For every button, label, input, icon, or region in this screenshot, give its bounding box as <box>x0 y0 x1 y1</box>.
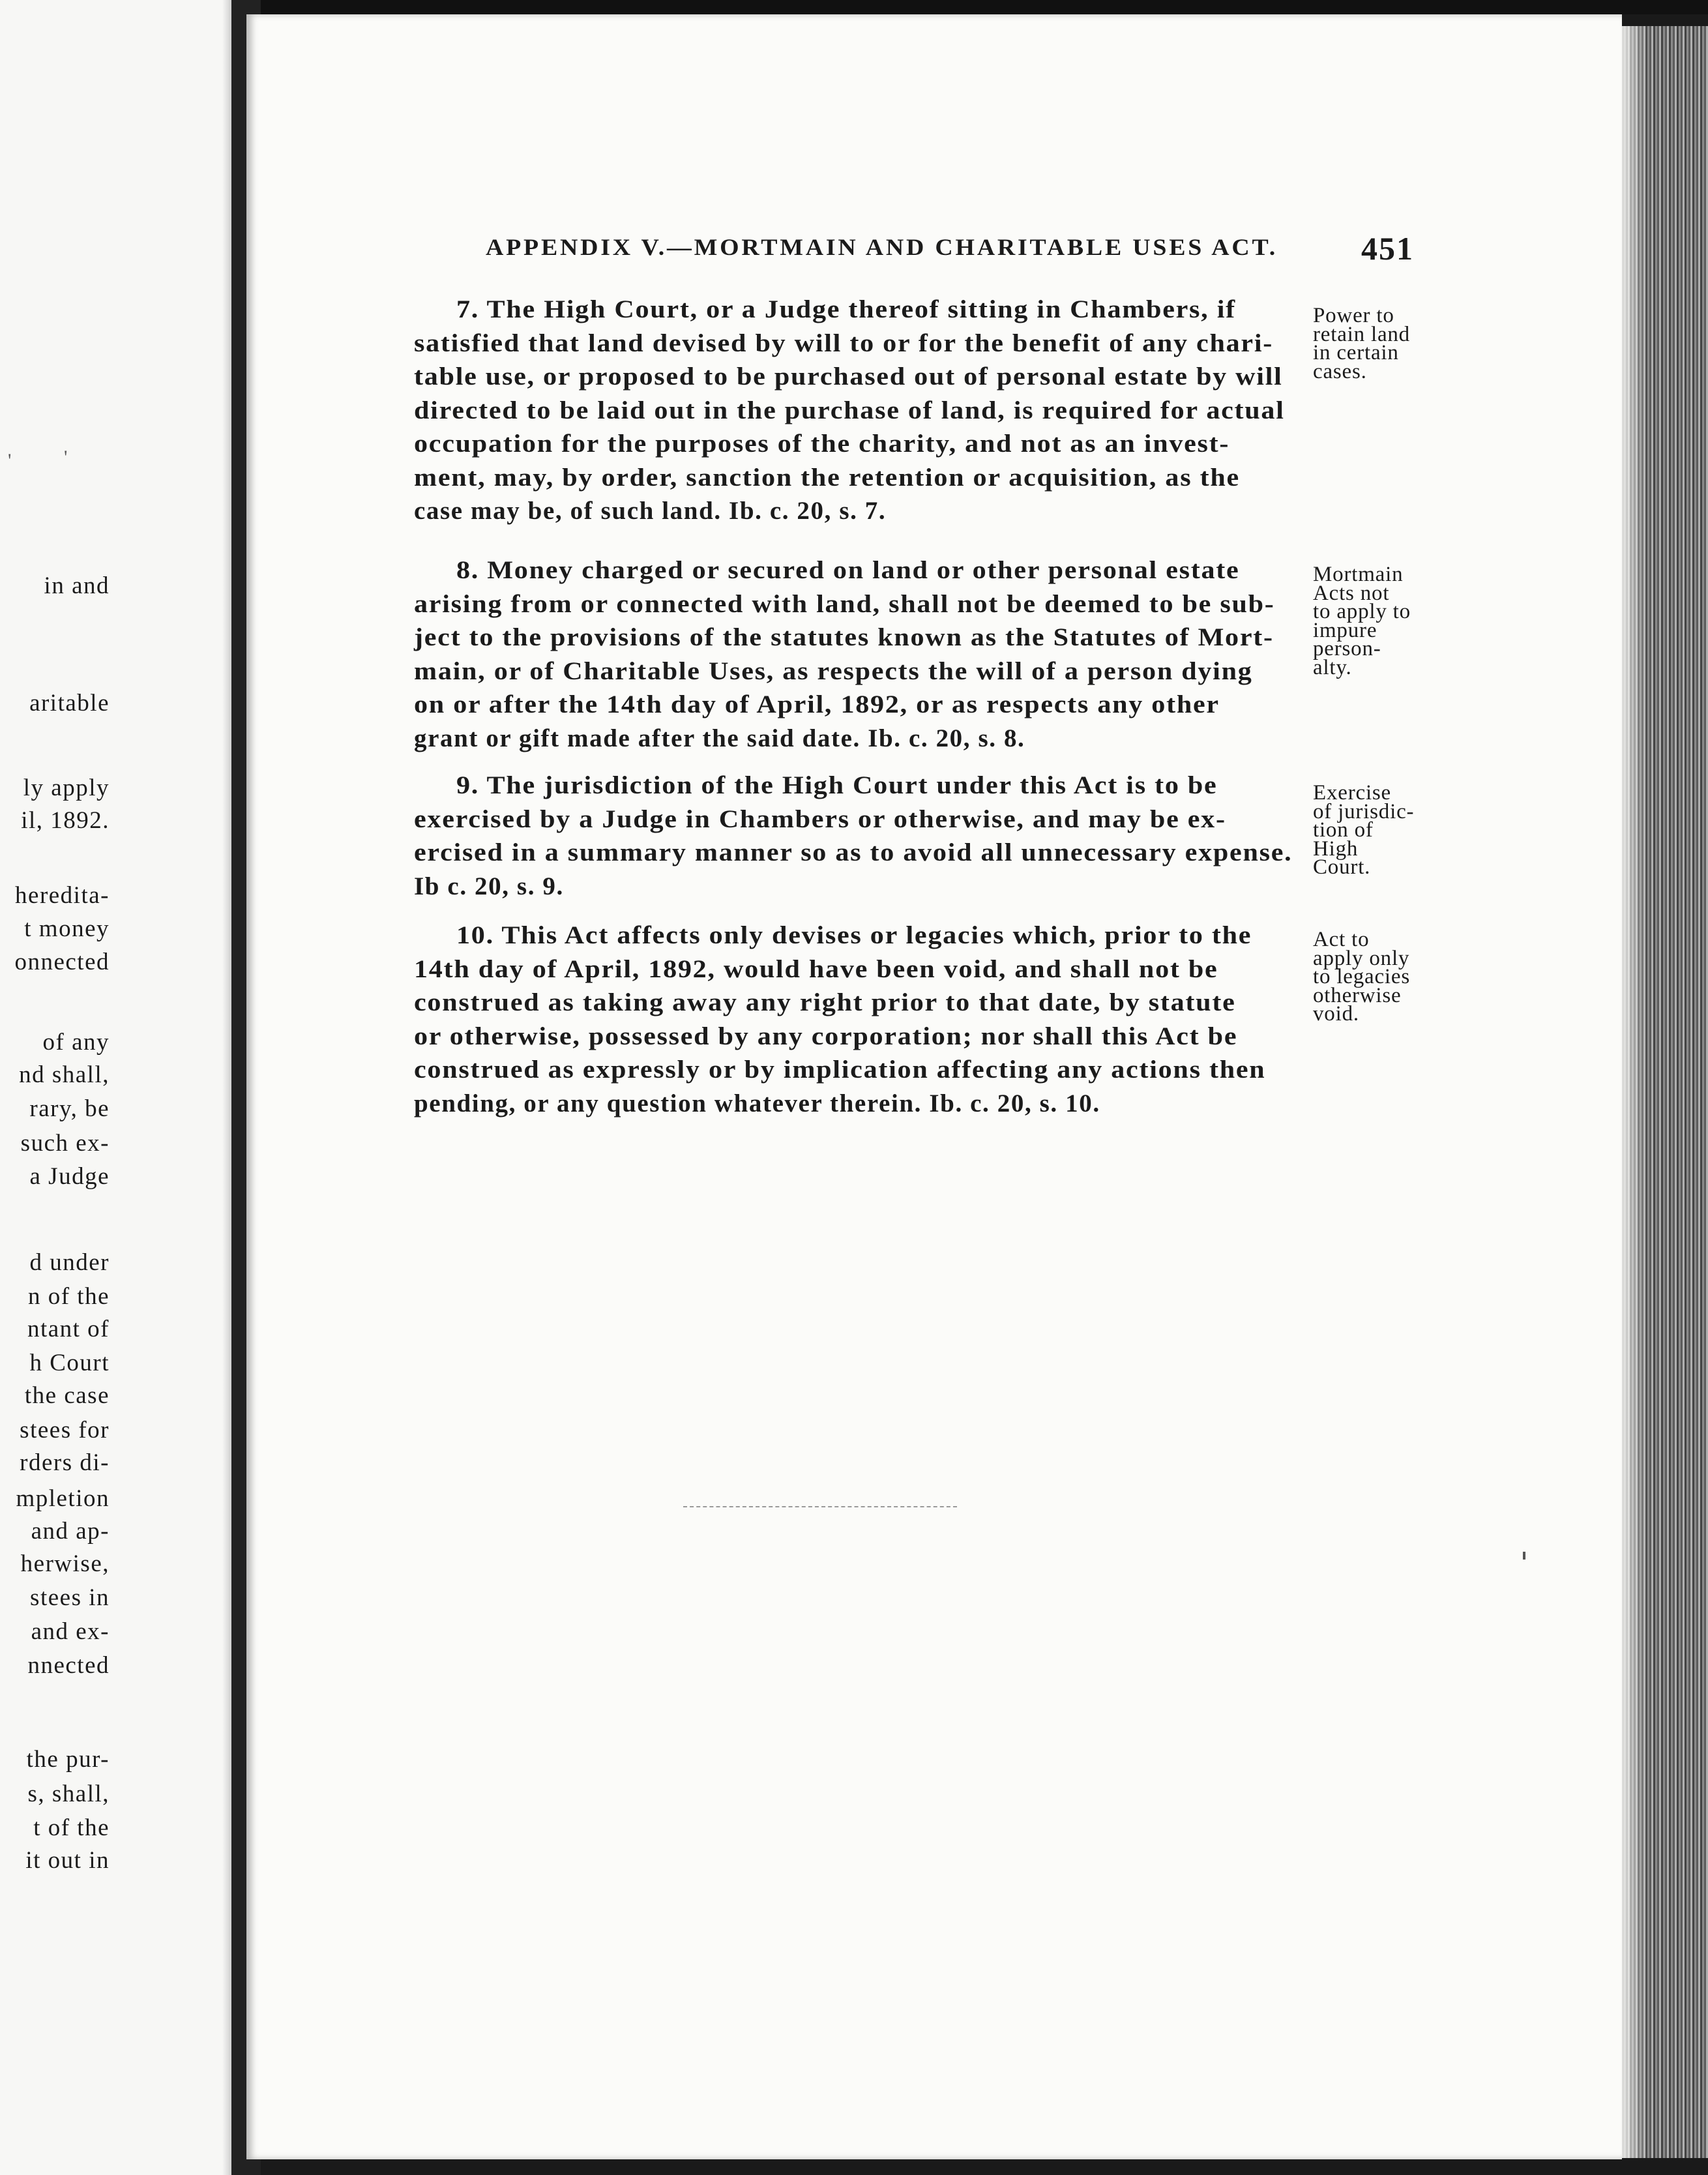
left-page-speck: ' <box>64 447 68 468</box>
margin-note-line: Acts not <box>1313 581 1390 605</box>
section-line: grant or gift made after the said date. Ib. c. 20, s. 8. <box>414 724 1025 752</box>
left-page-line: and ex- <box>31 1618 110 1645</box>
margin-note-line: otherwise <box>1313 983 1402 1007</box>
section-line: construed as taking away any right prior to that date, by statute <box>414 988 1236 1016</box>
left-page-line: it out in <box>25 1847 110 1874</box>
margin-note-line: High <box>1313 836 1359 861</box>
section-line: on or after the 14th day of April, 1892, or as respects any other <box>414 690 1220 718</box>
page-number: 451 <box>1361 230 1414 267</box>
section-line: 7. The High Court, or a Judge thereof sitting in Chambers, if <box>456 295 1236 323</box>
section-line: exercised by a Judge in Chambers or otherwise, and may be ex- <box>414 805 1226 833</box>
section-line: 9. The jurisdiction of the High Court under this Act is to be <box>456 771 1218 799</box>
left-page-line: s, shall, <box>27 1781 110 1807</box>
margin-note-line: impure <box>1313 618 1377 642</box>
section-line: pending, or any question whatever therein. Ib. c. 20, s. 10. <box>414 1089 1100 1117</box>
margin-note-line: alty. <box>1313 655 1352 679</box>
page-stack-fade <box>1622 26 1648 2158</box>
left-page-line: t money <box>24 915 110 942</box>
section-line: case may be, of such land. Ib. c. 20, s. 7. <box>414 497 887 525</box>
left-page-line: ntant of <box>27 1316 110 1342</box>
section-line: main, or of Charitable Uses, as respects the will of a person dying <box>414 657 1253 685</box>
section-line: ercised in a summary manner so as to avoid all unnecessary expense. <box>414 838 1293 866</box>
margin-note-line: Mortmain <box>1313 563 1404 586</box>
left-page-line: a Judge <box>29 1163 110 1190</box>
left-page-line: herwise, <box>20 1550 110 1577</box>
left-page-line: the case <box>24 1382 110 1409</box>
running-head: APPENDIX V.—MORTMAIN AND CHARITABLE USES ACT. <box>486 234 1278 260</box>
section-line: 14th day of April, 1892, would have been void, and shall not be <box>414 954 1218 983</box>
left-page-gutter-shadow <box>222 0 231 2175</box>
left-page-line: of any <box>42 1029 110 1056</box>
section-line: directed to be laid out in the purchase of land, is required for actual <box>414 396 1285 424</box>
margin-note-line: Power to <box>1313 304 1394 327</box>
margin-note-line: retain land <box>1313 322 1410 346</box>
section-line: or otherwise, possessed by any corporation; nor shall this Act be <box>414 1022 1238 1050</box>
margin-note-line: Court. <box>1313 855 1371 879</box>
section-line: construed as expressly or by implication affecting any actions then <box>414 1056 1266 1084</box>
left-page-line: h Court <box>29 1350 110 1376</box>
left-page-line: and ap- <box>31 1518 110 1545</box>
left-page-line: mpletion <box>16 1485 110 1512</box>
left-page-line: in and <box>44 572 110 599</box>
page-speck <box>1523 1552 1525 1560</box>
margin-note-line: of jurisdic- <box>1313 799 1415 823</box>
left-page-line: the pur- <box>26 1746 110 1773</box>
margin-note-line: to legacies <box>1313 965 1410 988</box>
margin-note-line: to apply to <box>1313 600 1411 623</box>
margin-note-line: person- <box>1313 637 1381 660</box>
margin-note-line: tion of <box>1313 818 1374 842</box>
margin-note-line: Act to <box>1313 928 1370 951</box>
section-line: table use, or proposed to be purchased out of personal estate by will <box>414 363 1283 391</box>
margin-note-line: Exercise <box>1313 781 1391 805</box>
left-page-line: stees in <box>30 1584 110 1611</box>
section-line: ment, may, by order, sanction the retention or acquisition, as the <box>414 463 1240 492</box>
left-page-line: stees for <box>20 1417 110 1443</box>
left-page-line: n of the <box>27 1283 110 1310</box>
margin-note-line: cases. <box>1313 359 1367 383</box>
margin-note-line: void. <box>1313 1002 1359 1026</box>
end-rule <box>683 1506 957 1507</box>
section-line: arising from or connected with land, shall not be deemed to be sub- <box>414 589 1275 618</box>
section-line: 8. Money charged or secured on land or other personal estate <box>456 556 1240 584</box>
left-page-line: rary, be <box>29 1095 110 1122</box>
left-page-line: d under <box>29 1249 110 1276</box>
left-page-speck: ' <box>8 450 12 471</box>
left-page-line: il, 1892. <box>21 807 110 834</box>
left-page-line: heredita- <box>15 882 110 909</box>
left-page-line: such ex- <box>20 1130 110 1157</box>
left-page-line: aritable <box>29 690 110 717</box>
margin-note-line: apply only <box>1313 946 1410 970</box>
section-line: satisfied that land devised by will to or for the benefit of any chari- <box>414 329 1274 357</box>
section-line: occupation for the purposes of the charity, and not as an invest- <box>414 430 1230 458</box>
left-page-line: nnected <box>27 1652 110 1679</box>
left-page-line: ly apply <box>23 775 110 801</box>
left-page-line: nd shall, <box>19 1061 110 1088</box>
section-line: 10. This Act affects only devises or legacies which, prior to the <box>456 921 1252 949</box>
section-line: Ib c. 20, s. 9. <box>414 872 564 900</box>
left-page-line: onnected <box>14 949 110 975</box>
margin-note-line: in certain <box>1313 341 1399 364</box>
section-line: ject to the provisions of the statutes known as the Statutes of Mort- <box>414 623 1274 651</box>
left-page-line: rders di- <box>20 1449 110 1476</box>
left-page-line: t of the <box>33 1814 110 1841</box>
